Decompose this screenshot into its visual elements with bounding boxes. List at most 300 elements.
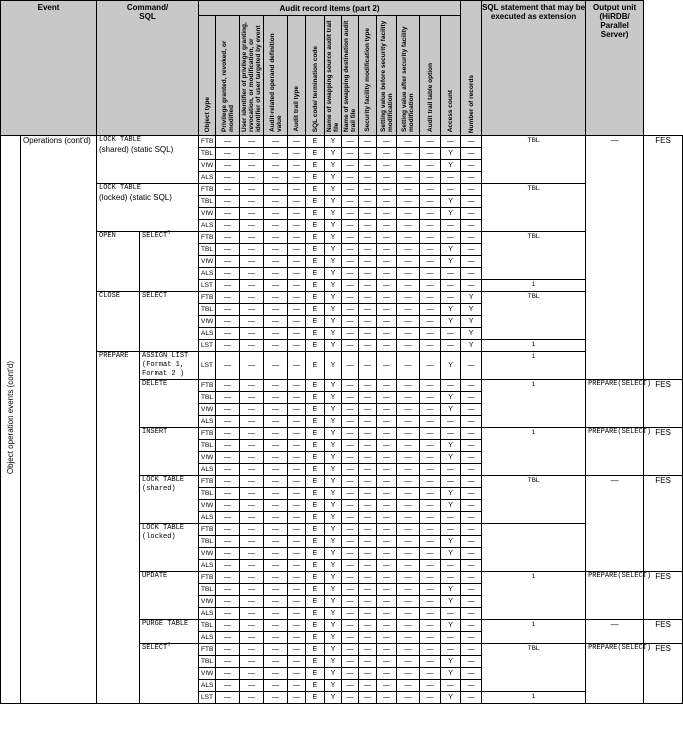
dash-cell: —: [288, 244, 306, 256]
dash-cell: —: [377, 644, 397, 656]
object-type-cell: ALS: [199, 328, 216, 340]
number-of-records-cell: 1: [482, 620, 586, 644]
object-type-cell: FTB: [199, 184, 216, 196]
dash-cell: —: [342, 596, 359, 608]
dash-cell: —: [420, 196, 441, 208]
audit-trail-type-cell: E: [306, 404, 325, 416]
dash-cell: —: [397, 232, 420, 244]
audit-trail-type-cell: E: [306, 524, 325, 536]
dash-cell: —: [377, 560, 397, 572]
output-unit-cell: FES: [644, 428, 683, 476]
dash-cell: —: [216, 512, 240, 524]
dash-cell: —: [264, 136, 288, 148]
dash-cell: —: [377, 452, 397, 464]
col-number-of-records: [461, 1, 482, 136]
dash-cell: —: [377, 464, 397, 476]
audit-trail-type-cell: E: [306, 656, 325, 668]
sql-code-cell: Y: [325, 148, 342, 160]
trail-option-cell: —: [441, 184, 461, 196]
dash-cell: —: [288, 416, 306, 428]
dash-cell: —: [264, 340, 288, 352]
audit-trail-type-cell: E: [306, 500, 325, 512]
dash-cell: —: [397, 428, 420, 440]
dash-cell: —: [240, 328, 264, 340]
object-type-cell: TBL: [199, 584, 216, 596]
dash-cell: —: [264, 172, 288, 184]
dash-cell: —: [342, 244, 359, 256]
dash-cell: —: [240, 196, 264, 208]
dash-cell: —: [377, 316, 397, 328]
audit-trail-type-cell: E: [306, 256, 325, 268]
dash-cell: —: [288, 428, 306, 440]
object-type-cell: FTB: [199, 476, 216, 488]
object-type-cell: ALS: [199, 416, 216, 428]
dash-cell: —: [397, 268, 420, 280]
sql-code-cell: Y: [325, 500, 342, 512]
object-type-cell: ALS: [199, 680, 216, 692]
event-group-label: Object operation events (cont'd): [6, 361, 15, 475]
dash-cell: —: [359, 340, 377, 352]
dash-cell: —: [359, 560, 377, 572]
dash-cell: —: [264, 488, 288, 500]
dash-cell: —: [288, 136, 306, 148]
dash-cell: —: [240, 500, 264, 512]
command-label: LOCK TABLE: [99, 136, 142, 144]
trail-option-cell: Y: [441, 500, 461, 512]
dash-cell: —: [359, 292, 377, 304]
dash-cell: —: [240, 524, 264, 536]
dash-cell: —: [264, 316, 288, 328]
dash-cell: —: [359, 488, 377, 500]
dash-cell: —: [342, 208, 359, 220]
dash-cell: —: [288, 668, 306, 680]
sql-code-cell: Y: [325, 316, 342, 328]
sql-code-cell: Y: [325, 644, 342, 656]
object-type-cell: FTB: [199, 136, 216, 148]
dash-cell: —: [359, 668, 377, 680]
dash-cell: —: [264, 656, 288, 668]
dash-cell: —: [216, 656, 240, 668]
dash-cell: —: [288, 208, 306, 220]
sql-extension-cell: —: [586, 136, 644, 380]
trail-option-cell: Y: [441, 316, 461, 328]
dash-cell: —: [420, 220, 441, 232]
access-count-cell: —: [461, 352, 482, 380]
trail-option-cell: Y: [441, 208, 461, 220]
object-type-cell: FTB: [199, 428, 216, 440]
audit-trail-type-cell: E: [306, 184, 325, 196]
trail-option-cell: Y: [441, 244, 461, 256]
dash-cell: —: [264, 440, 288, 452]
dash-cell: —: [288, 304, 306, 316]
col-header: [199, 16, 216, 136]
subcommand-cell: [140, 352, 199, 380]
sql-extension-header: SQL statement that may be executed as extension: [482, 1, 586, 136]
dash-cell: —: [240, 488, 264, 500]
table-row: [1, 232, 683, 244]
dash-cell: —: [240, 680, 264, 692]
dash-cell: —: [420, 428, 441, 440]
subcommand-label: SELECT: [142, 232, 168, 240]
dash-cell: —: [359, 500, 377, 512]
dash-cell: —: [359, 380, 377, 392]
dash-cell: —: [420, 416, 441, 428]
object-type-cell: VIW: [199, 596, 216, 608]
dash-cell: —: [342, 500, 359, 512]
object-type-cell: LST: [199, 280, 216, 292]
sql-code-cell: Y: [325, 548, 342, 560]
dash-cell: —: [216, 500, 240, 512]
audit-trail-type-cell: E: [306, 232, 325, 244]
output-unit-cell: FES: [644, 136, 683, 380]
dash-cell: —: [359, 644, 377, 656]
subcommand-label: INSERT: [142, 428, 168, 436]
event-header: Event: [1, 1, 97, 136]
sql-code-cell: Y: [325, 136, 342, 148]
dash-cell: —: [216, 232, 240, 244]
dash-cell: —: [264, 692, 288, 704]
audit-trail-type-cell: E: [306, 220, 325, 232]
dash-cell: —: [420, 596, 441, 608]
dash-cell: —: [359, 596, 377, 608]
number-of-records-cell: 1: [482, 280, 586, 292]
dash-cell: —: [359, 404, 377, 416]
col-header: [420, 16, 441, 136]
trail-option-cell: —: [441, 292, 461, 304]
sql-code-cell: Y: [325, 160, 342, 172]
dash-cell: —: [377, 500, 397, 512]
sql-code-cell: Y: [325, 632, 342, 644]
dash-cell: —: [420, 524, 441, 536]
dash-cell: —: [359, 692, 377, 704]
dash-cell: —: [342, 680, 359, 692]
dash-cell: —: [359, 316, 377, 328]
dash-cell: —: [288, 268, 306, 280]
dash-cell: —: [240, 244, 264, 256]
audit-trail-type-cell: E: [306, 292, 325, 304]
object-type-cell: VIW: [199, 256, 216, 268]
dash-cell: —: [397, 608, 420, 620]
sql-extension-cell: —: [586, 476, 644, 572]
dash-cell: —: [240, 232, 264, 244]
dash-cell: —: [342, 584, 359, 596]
audit-trail-type-cell: E: [306, 268, 325, 280]
dash-cell: —: [377, 148, 397, 160]
dash-cell: —: [216, 680, 240, 692]
dash-cell: —: [397, 160, 420, 172]
dash-cell: —: [377, 220, 397, 232]
subcommand-cell: [140, 641, 199, 704]
subcommand-label: SELECT: [142, 292, 168, 300]
dash-cell: —: [420, 160, 441, 172]
dash-cell: —: [420, 488, 441, 500]
object-type-cell: LST: [199, 340, 216, 352]
dash-cell: —: [342, 232, 359, 244]
audit-trail-type-cell: E: [306, 160, 325, 172]
object-type-cell: TBL: [199, 440, 216, 452]
dash-cell: —: [216, 404, 240, 416]
dash-cell: —: [264, 608, 288, 620]
dash-cell: —: [359, 232, 377, 244]
dash-cell: —: [264, 536, 288, 548]
dash-cell: —: [359, 656, 377, 668]
dash-cell: —: [216, 328, 240, 340]
dash-cell: —: [288, 476, 306, 488]
audit-trail-type-cell: E: [306, 452, 325, 464]
dash-cell: —: [264, 416, 288, 428]
dash-cell: —: [359, 392, 377, 404]
dash-cell: —: [397, 136, 420, 148]
sql-code-cell: Y: [325, 304, 342, 316]
dash-cell: —: [288, 548, 306, 560]
dash-cell: —: [288, 220, 306, 232]
dash-cell: —: [342, 160, 359, 172]
trail-option-cell: —: [441, 464, 461, 476]
audit-trail-type-cell: E: [306, 488, 325, 500]
output-unit-cell: FES: [644, 380, 683, 428]
dash-cell: —: [216, 184, 240, 196]
sql-code-cell: Y: [325, 328, 342, 340]
dash-cell: —: [264, 584, 288, 596]
dash-cell: —: [377, 536, 397, 548]
dash-cell: —: [288, 608, 306, 620]
dash-cell: —: [342, 632, 359, 644]
dash-cell: —: [240, 440, 264, 452]
dash-cell: —: [342, 404, 359, 416]
access-count-cell: Y: [461, 304, 482, 316]
sql-code-cell: Y: [325, 692, 342, 704]
number-of-records-cell: TBL: [482, 232, 586, 280]
col-header-label: Name of swapping source audit trail file: [326, 20, 341, 132]
audit-trail-type-cell: E: [306, 280, 325, 292]
trail-option-cell: Y: [441, 656, 461, 668]
object-type-cell: VIW: [199, 316, 216, 328]
col-header-label: Object type: [203, 96, 211, 132]
col-header-label: Audit trail type: [293, 86, 301, 132]
audit-trail-type-cell: E: [306, 680, 325, 692]
dash-cell: —: [240, 256, 264, 268]
dash-cell: —: [420, 560, 441, 572]
col-header: [240, 16, 264, 136]
object-type-cell: TBL: [199, 488, 216, 500]
dash-cell: —: [264, 220, 288, 232]
dash-cell: —: [264, 512, 288, 524]
command-sql-header: [97, 1, 199, 136]
dash-cell: —: [264, 560, 288, 572]
dash-cell: —: [264, 392, 288, 404]
dash-cell: —: [264, 644, 288, 656]
dash-cell: —: [264, 268, 288, 280]
dash-cell: —: [264, 184, 288, 196]
dash-cell: —: [397, 476, 420, 488]
dash-cell: —: [240, 656, 264, 668]
dash-cell: —: [288, 536, 306, 548]
access-count-cell: —: [461, 632, 482, 644]
sql-code-cell: Y: [325, 352, 342, 380]
access-count-cell: —: [461, 668, 482, 680]
trail-option-cell: —: [441, 512, 461, 524]
dash-cell: —: [377, 352, 397, 380]
dash-cell: —: [359, 256, 377, 268]
dash-cell: —: [420, 304, 441, 316]
subcommand-label: LOCK TABLE (locked): [142, 524, 185, 541]
dash-cell: —: [420, 464, 441, 476]
dash-cell: —: [240, 536, 264, 548]
dash-cell: —: [288, 500, 306, 512]
object-type-cell: TBL: [199, 196, 216, 208]
dash-cell: —: [359, 548, 377, 560]
dash-cell: —: [240, 404, 264, 416]
dash-cell: —: [288, 160, 306, 172]
sql-code-cell: Y: [325, 596, 342, 608]
dash-cell: —: [420, 256, 441, 268]
access-count-cell: —: [461, 512, 482, 524]
dash-cell: —: [420, 404, 441, 416]
dash-cell: —: [377, 256, 397, 268]
object-type-cell: VIW: [199, 500, 216, 512]
subcommand-label: PURGE TABLE: [142, 620, 189, 628]
dash-cell: —: [216, 172, 240, 184]
dash-cell: —: [420, 644, 441, 656]
sql-code-cell: Y: [325, 292, 342, 304]
number-of-records-cell: TBL: [482, 644, 586, 692]
object-type-cell: TBL: [199, 620, 216, 632]
sql-code-cell: Y: [325, 268, 342, 280]
dash-cell: —: [359, 428, 377, 440]
dash-cell: —: [342, 172, 359, 184]
col-header: [264, 16, 288, 136]
dash-cell: —: [240, 452, 264, 464]
dash-cell: —: [216, 316, 240, 328]
dash-cell: —: [264, 280, 288, 292]
object-type-cell: FTB: [199, 572, 216, 584]
dash-cell: —: [377, 340, 397, 352]
col-header-label: Security facility modification type: [364, 28, 372, 132]
object-type-cell: ALS: [199, 632, 216, 644]
dash-cell: —: [240, 304, 264, 316]
command-cell: CLOSE: [97, 292, 140, 352]
dash-cell: —: [420, 392, 441, 404]
dash-cell: —: [288, 680, 306, 692]
dash-cell: —: [377, 620, 397, 632]
audit-trail-type-cell: E: [306, 136, 325, 148]
object-type-cell: LST: [199, 352, 216, 380]
dash-cell: —: [342, 136, 359, 148]
dash-cell: —: [377, 136, 397, 148]
dash-cell: —: [216, 380, 240, 392]
dash-cell: —: [288, 596, 306, 608]
dash-cell: —: [359, 536, 377, 548]
access-count-cell: —: [461, 536, 482, 548]
dash-cell: —: [397, 292, 420, 304]
trail-option-cell: Y: [441, 452, 461, 464]
dash-cell: —: [216, 644, 240, 656]
dash-cell: —: [359, 476, 377, 488]
dash-cell: —: [397, 512, 420, 524]
footnote-mark: 3: [167, 229, 171, 236]
trail-option-cell: —: [441, 268, 461, 280]
trail-option-cell: Y: [441, 668, 461, 680]
command-qualifier: (locked) (static SQL): [99, 193, 172, 202]
dash-cell: —: [264, 160, 288, 172]
dash-cell: —: [359, 184, 377, 196]
dash-cell: —: [397, 644, 420, 656]
trail-option-cell: Y: [441, 488, 461, 500]
dash-cell: —: [216, 196, 240, 208]
dash-cell: —: [397, 692, 420, 704]
sql-code-cell: Y: [325, 428, 342, 440]
dash-cell: —: [420, 316, 441, 328]
col-header: [342, 16, 359, 136]
dash-cell: —: [420, 476, 441, 488]
audit-trail-type-cell: E: [306, 440, 325, 452]
trail-option-cell: Y: [441, 352, 461, 380]
output-unit-cell: FES: [644, 572, 683, 620]
dash-cell: —: [420, 232, 441, 244]
sql-code-cell: Y: [325, 416, 342, 428]
dash-cell: —: [420, 340, 441, 352]
dash-cell: —: [420, 656, 441, 668]
col-header-label: Privilege granted, revoked, or modified: [220, 40, 235, 132]
access-count-cell: Y: [461, 328, 482, 340]
dash-cell: —: [240, 172, 264, 184]
dash-cell: —: [288, 644, 306, 656]
sql-code-cell: Y: [325, 208, 342, 220]
object-type-cell: TBL: [199, 304, 216, 316]
dash-cell: —: [397, 352, 420, 380]
dash-cell: —: [264, 352, 288, 380]
dash-cell: —: [420, 452, 441, 464]
dash-cell: —: [359, 208, 377, 220]
subcommand-cell: [140, 428, 199, 476]
dash-cell: —: [377, 416, 397, 428]
object-type-cell: VIW: [199, 548, 216, 560]
dash-cell: —: [342, 280, 359, 292]
audit-trail-type-cell: E: [306, 596, 325, 608]
sql-code-cell: Y: [325, 572, 342, 584]
col-header: [288, 16, 306, 136]
dash-cell: —: [420, 148, 441, 160]
dash-cell: —: [240, 632, 264, 644]
sql-code-cell: Y: [325, 512, 342, 524]
dash-cell: —: [342, 268, 359, 280]
dash-cell: —: [240, 584, 264, 596]
trail-option-cell: —: [441, 524, 461, 536]
dash-cell: —: [264, 148, 288, 160]
dash-cell: —: [359, 280, 377, 292]
dash-cell: —: [397, 416, 420, 428]
number-of-records-cell: 1: [482, 428, 586, 476]
dash-cell: —: [264, 524, 288, 536]
dash-cell: —: [342, 148, 359, 160]
dash-cell: —: [216, 452, 240, 464]
dash-cell: —: [397, 328, 420, 340]
dash-cell: —: [377, 476, 397, 488]
dash-cell: —: [216, 268, 240, 280]
dash-cell: —: [377, 292, 397, 304]
dash-cell: —: [377, 548, 397, 560]
dash-cell: —: [240, 608, 264, 620]
dash-cell: —: [377, 232, 397, 244]
audit-trail-type-cell: E: [306, 416, 325, 428]
access-count-cell: —: [461, 196, 482, 208]
dash-cell: —: [377, 304, 397, 316]
dash-cell: —: [216, 596, 240, 608]
dash-cell: —: [288, 464, 306, 476]
dash-cell: —: [397, 572, 420, 584]
dash-cell: —: [264, 196, 288, 208]
access-count-cell: —: [461, 172, 482, 184]
